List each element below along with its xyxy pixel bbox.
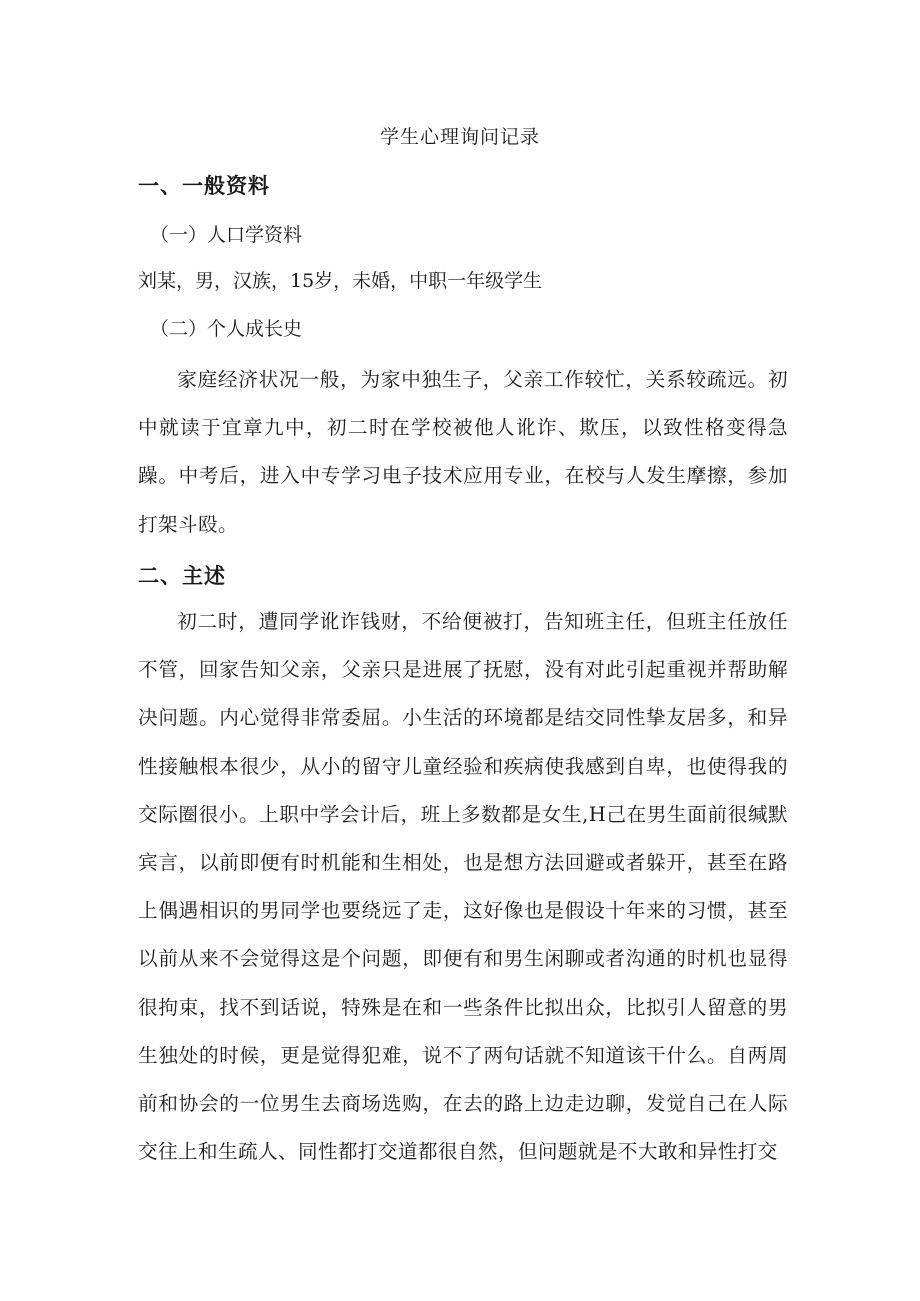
section-heading-complaint: 二、主述 <box>138 564 226 588</box>
subsection-heading-growth-history: （二）个人成长史 <box>150 318 303 340</box>
complaint-paragraph: 初二时，遭同学讹诈钱财，不给便被打，告知班主任，但班主任放任不管，回家告知父亲，父亲只是进展了抚慰，没有对此引起重视并帮助解决问题。内心觉得非常委屈。小生活的环境都是结交同性挚友居多，和异性接触根本很少，从小的留守儿童经验和疾病使我感到自卑，也使得我的交际圈很小。上职中学会计后，班上多数都是女生,H己在男生面前很缄默宾言，以前即便有时机能和生相处，也是想方法回避或者躲开，甚至在路上偶遇相识的男同学也要绕远了走，这好像也是假设十年来的习惯，甚至以前从来不会觉得这是个问题，即便有和男生闲聊或者沟通的时机也显得很拘束，找不到话说，特殊是在和一些条件比拟出众，比拟引人留意的男生独处的时候，更是觉得犯难，说不了两句话就不知道该干什么。自两周前和协会的一位男生去商场选购，在去的路上边走边聊，发觉自己在人际交往上和生疏人、同性都打交道都很自然，但问题就是不大敢和异性打交 <box>138 610 788 1164</box>
growth-history-paragraph: 家庭经济状况一般，为家中独生子，父亲工作较忙，关系较疏远。初中就读于宜章九中，初二时在学校被他人讹诈、欺压，以致性格变得急躁。中考后，进入中专学习电子技术应用专业，在校与人发生摩擦，参加打架斗殴。 <box>138 368 788 536</box>
subsection-heading-demographics: （一）人口学资料 <box>150 224 303 246</box>
section-heading-general-info: 一、一般资料 <box>138 174 270 198</box>
document-title: 学生心理询问记录 <box>379 126 540 148</box>
demographics-text: 刘某，男，汉族，15岁，未婚，中职一年级学生 <box>138 270 543 292</box>
